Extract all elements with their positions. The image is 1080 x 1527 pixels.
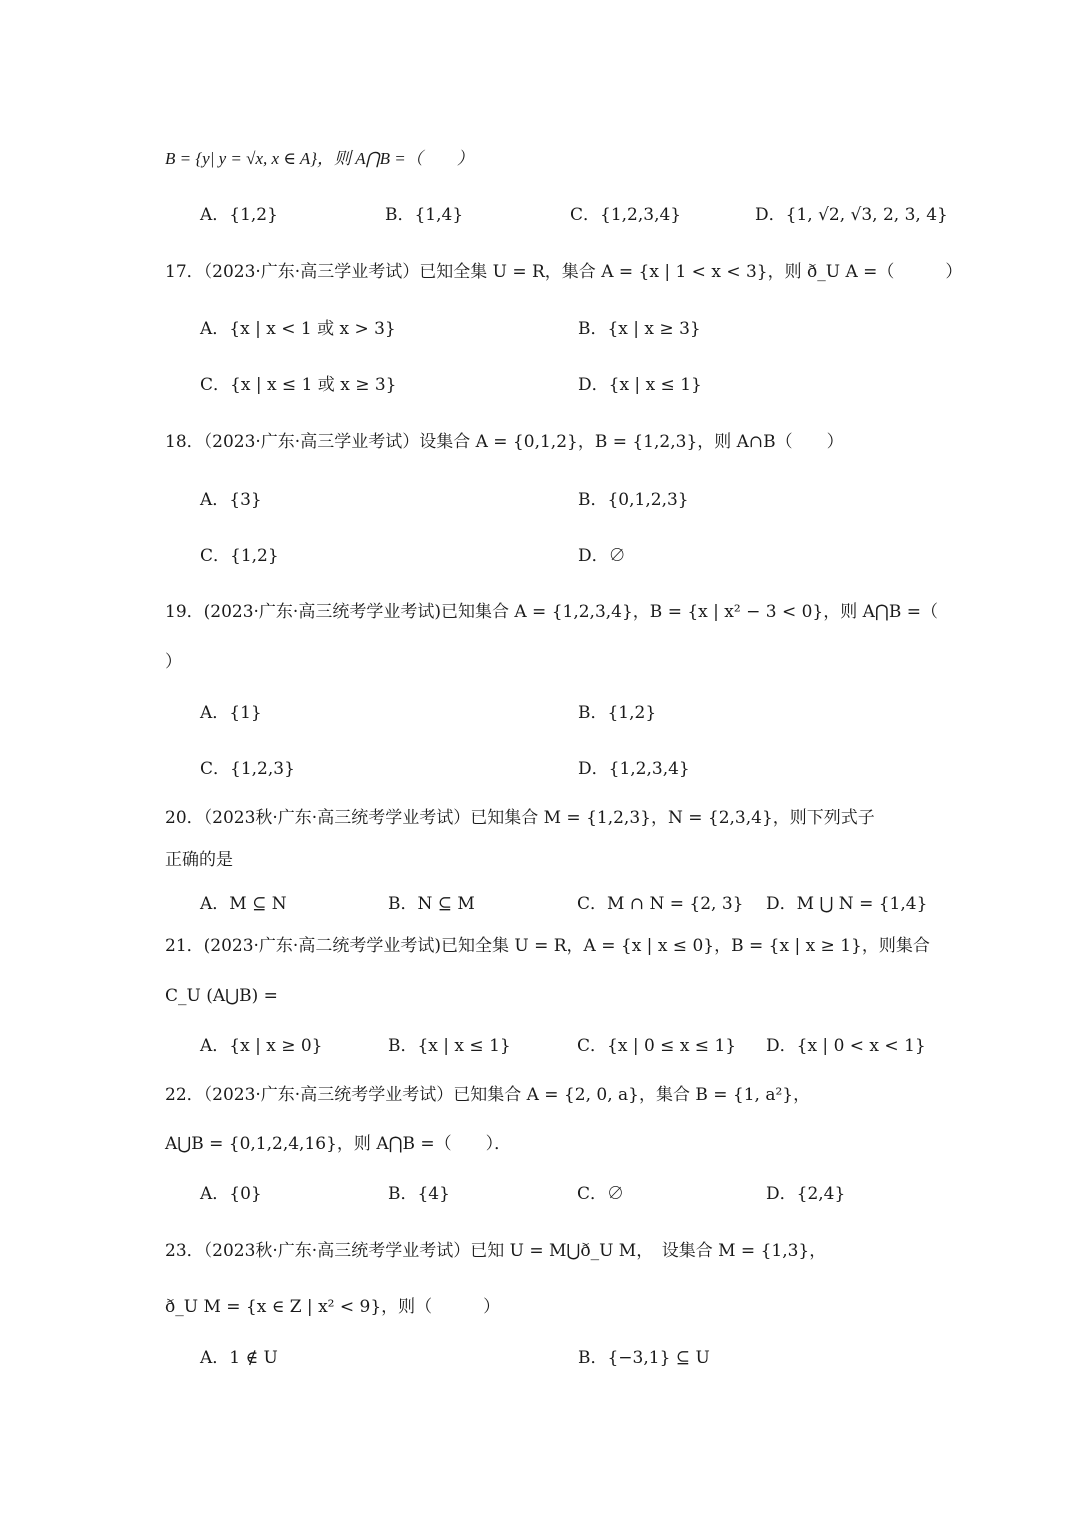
q23-stem: 23．（2023秋·广东·高三统考学业考试）已知 U = M⋃ð_U M， 设集合 M = {1,3}， xyxy=(165,1241,827,1261)
q17-option-b: B．{x | x ≥ 3} xyxy=(578,319,701,339)
q17-option-c: C．{x | x ≤ 1 或 x ≥ 3} xyxy=(200,375,397,395)
q22-option-b: B．{4} xyxy=(388,1184,450,1204)
q21-option-a: A．{x | x ≥ 0} xyxy=(200,1036,323,1056)
q19-option-d: D．{1,2,3,4} xyxy=(578,759,690,779)
q20-stem: 20．（2023秋·广东·高三统考学业考试）已知集合 M = {1,2,3}，N = {2,3,4}，则下列式子 xyxy=(165,808,875,828)
q16-option-c: C．{1,2,3,4} xyxy=(570,205,682,225)
q22-stem: 22．（2023·广东·高三统考学业考试）已知集合 A = {2, 0, a}，集合 B = {1, a²}， xyxy=(165,1085,811,1105)
q22-option-d: D．{2,4} xyxy=(766,1184,846,1204)
q19-option-c: C．{1,2,3} xyxy=(200,759,295,779)
q20-option-c: C．M ∩ N = {2, 3} xyxy=(577,894,744,914)
q16-option-d: D．{1, √2, √3, 2, 3, 4} xyxy=(755,205,948,225)
q17-option-a: A．{x | x < 1 或 x > 3} xyxy=(200,319,396,339)
q21-stem: 21．(2023·广东·高二统考学业考试)已知全集 U = R，A = {x | x ≤ 0}，B = {x | x ≥ 1}，则集合 xyxy=(165,936,930,956)
q17-stem: 17．（2023·广东·高三学业考试）已知全集 U = R，集合 A = {x | 1 < x < 3}，则 ð_U A =（ ） xyxy=(165,262,963,282)
q19-option-b: B．{1,2} xyxy=(578,703,657,723)
q18-stem: 18．（2023·广东·高三学业考试）设集合 A = {0,1,2}，B = {1,2,3}，则 A∩B（ ） xyxy=(165,432,844,452)
q22-option-a: A．{0} xyxy=(200,1184,262,1204)
q20-stem-continued: 正确的是 xyxy=(165,850,233,870)
q18-option-c: C．{1,2} xyxy=(200,546,279,566)
q17-option-d: D．{x | x ≤ 1} xyxy=(578,375,702,395)
q18-option-a: A．{3} xyxy=(200,490,262,510)
q19-stem-continued: ） xyxy=(165,652,182,672)
q23-option-a: A．1 ∉ U xyxy=(200,1348,278,1368)
q19-stem: 19．(2023·广东·高三统考学业考试)已知集合 A = {1,2,3,4}，B = {x | x² − 3 < 0}，则 A⋂B =（ xyxy=(165,602,939,622)
q18-option-b: B．{0,1,2,3} xyxy=(578,490,689,510)
q22-stem-continued: A⋃B = {0,1,2,4,16}，则 A⋂B =（ ）． xyxy=(165,1134,512,1154)
q16-option-a: A．{1,2} xyxy=(200,205,278,225)
q23-stem-continued: ð_U M = {x ∈ Z | x² < 9}，则（ ） xyxy=(165,1297,501,1317)
q21-stem-continued: C_U (A⋃B) = xyxy=(165,986,278,1006)
q21-option-d: D．{x | 0 < x < 1} xyxy=(766,1036,926,1056)
q21-option-c: C．{x | 0 ≤ x ≤ 1} xyxy=(577,1036,737,1056)
q21-option-b: B．{x | x ≤ 1} xyxy=(388,1036,511,1056)
q20-option-a: A．M ⊆ N xyxy=(200,894,287,914)
q20-option-d: D．M ⋃ N = {1,4} xyxy=(766,894,928,914)
q19-option-a: A．{1} xyxy=(200,703,262,723)
q23-option-b: B．{−3,1} ⊆ U xyxy=(578,1348,710,1368)
q16-stem-continued: B = {y| y = √x, x ∈ A}，则 A⋂B =（ ） xyxy=(165,149,474,168)
q18-option-d: D．∅ xyxy=(578,546,626,566)
q22-option-c: C．∅ xyxy=(577,1184,625,1204)
q16-option-b: B．{1,4} xyxy=(385,205,464,225)
q20-option-b: B．N ⊆ M xyxy=(388,894,475,914)
